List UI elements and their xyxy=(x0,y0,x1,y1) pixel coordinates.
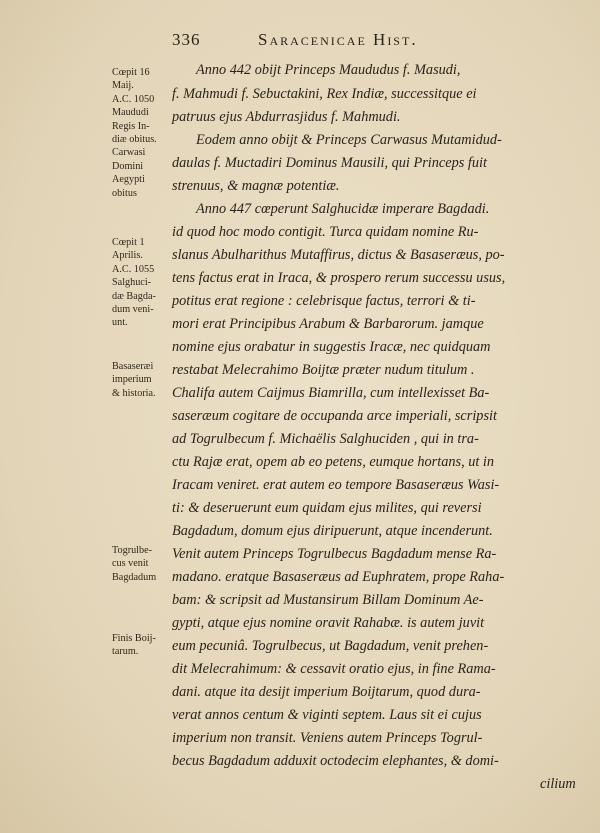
running-title: Saracenicae Hist. xyxy=(258,30,418,49)
body-line: nomine ejus orabatur in suggestis Iracæ, nec quidquam xyxy=(172,339,491,355)
body-line: gypti, atque ejus nomine oravit Rahabæ. is autem juvit xyxy=(172,615,485,631)
margin-note: Basaseræi imperium & historia. xyxy=(112,361,156,399)
margin-note: Finis Boij- tarum. xyxy=(112,633,156,658)
body-line: madano. eratque Basaseræus ad Euphratem, prope Raha- xyxy=(172,569,505,585)
page-number: 336 xyxy=(172,30,201,49)
body-line: Bagdadum, domum ejus diripuerunt, atque incenderunt. xyxy=(172,523,493,539)
body-line: patruus ejus Abdurrasjidus f. Mahmudi. xyxy=(172,109,401,125)
body-line: verat annos centum & viginti septem. Laus sit ei cujus xyxy=(172,707,482,723)
margin-note: Togrulbe- cus venit Bagdadum xyxy=(112,545,157,583)
body-line: ti: & deseruerunt eum quidam ejus milites, qui reversi xyxy=(172,500,482,516)
body-line: mori erat Principibus Arabum & Barbarorum. jamque xyxy=(172,316,484,332)
body-line: becus Bagdadum adduxit octodecim elephantes, & domi- xyxy=(172,753,499,769)
body-line: Iracam veniret. erat autem eo tempore Basaseræus Wasi- xyxy=(172,477,500,493)
margin-note: Cœpit 16 Maij. A.C. 1050 Maududi Regis In- diæ obitus. Carwasi Domini Aegypti obitus xyxy=(112,67,157,199)
body-line: slanus Abulharithus Mutaffirus, dictus & Basaseræus, po- xyxy=(172,247,505,263)
margin-note: Cœpit 1 Aprilis. A.C. 1055 Salghuci- dæ Bagda- dum veni- unt. xyxy=(112,237,156,329)
body-line: dit Melecrahimum: & cessavit oratio ejus, in fine Rama- xyxy=(172,661,496,677)
body-line: cilium xyxy=(540,776,576,792)
body-line: restabat Melecrahimo Boijtæ præter nudum titulum . xyxy=(172,362,475,378)
body-line: bam: & scripsit ad Mustansirum Billam Dominum Ae- xyxy=(172,592,484,608)
body-line: potitus erat regione : celebrisque factus, terrori & ti- xyxy=(172,293,476,309)
body-line: daulas f. Muctadiri Dominus Mausili, qui Princeps fuit xyxy=(172,155,487,171)
body-line: id quod hoc modo contigit. Turca quidam nomine Ru- xyxy=(172,224,479,240)
body-line: Anno 447 cœperunt Salghucidæ imperare Bagdadi. xyxy=(196,201,490,217)
body-line: f. Mahmudi f. Sebuctakini, Rex Indiæ, successitque ei xyxy=(172,86,477,102)
body-line: tens factus erat in Iraca, & prospero rerum successu usus, xyxy=(172,270,506,286)
body-line: eum pecuniâ. Togrulbecus, ut Bagdadum, venit prehen- xyxy=(172,638,489,654)
body-line: Anno 442 obijt Princeps Maududus f. Masudi, xyxy=(196,62,461,78)
body-line: saseræum cogitare de occupanda arce imperiali, scripsit xyxy=(172,408,497,424)
body-line: Chalifa autem Caijmus Biamrilla, cum intellexisset Ba- xyxy=(172,385,490,401)
body-line: ctu Rajæ erat, opem ab eo petens, eumque hortans, ut in xyxy=(172,454,495,470)
body-line: Eodem anno obijt & Princeps Carwasus Mutamidud- xyxy=(196,132,502,148)
body-line: ad Togrulbecum f. Michaëlis Salghuciden , qui in tra- xyxy=(172,431,479,447)
body-line: dani. atque ita desijt imperium Boijtarum, quod dura- xyxy=(172,684,481,700)
body-line: strenuus, & magnæ potentiæ. xyxy=(172,178,340,194)
body-line: Venit autem Princeps Togrulbecus Bagdadum mense Ra- xyxy=(172,546,497,562)
body-line: imperium non transit. Veniens autem Princeps Togrul- xyxy=(172,730,483,746)
